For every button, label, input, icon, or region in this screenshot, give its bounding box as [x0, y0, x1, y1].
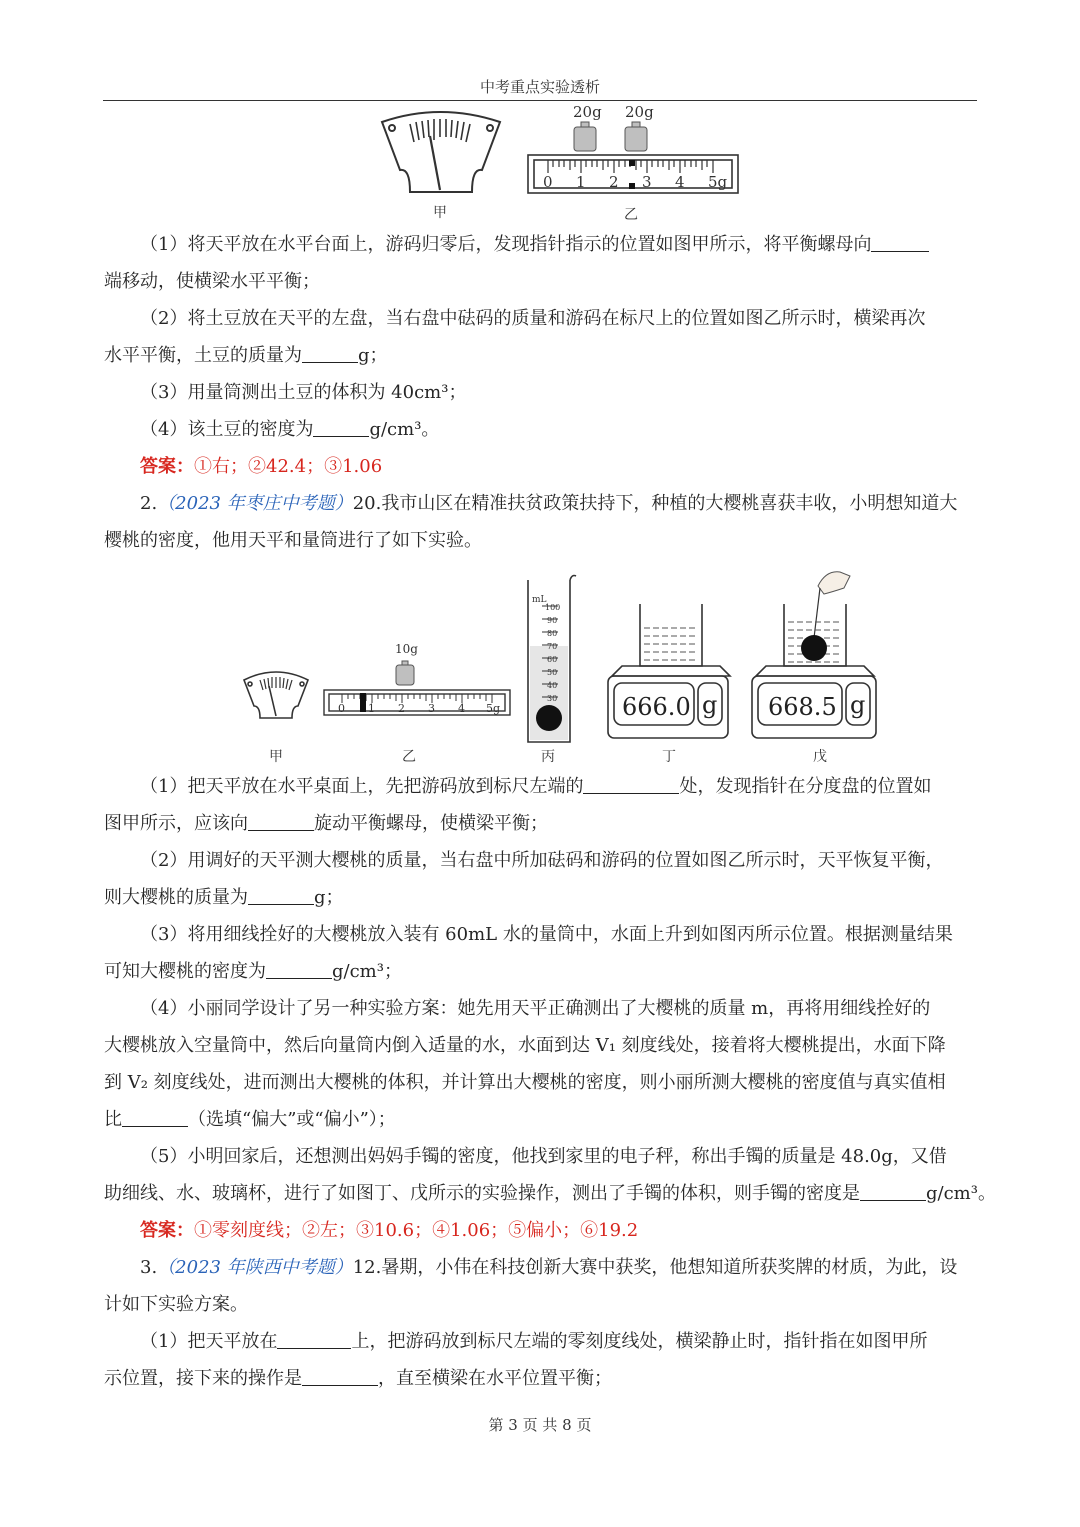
- fig2-caption-a: 甲: [269, 749, 283, 765]
- q2-part1-line2: 图甲所示，应该向 旋动平衡螺母，使横梁平衡；: [104, 813, 548, 834]
- cyl-tick-60: 60: [547, 655, 558, 664]
- scale-e-reading: 668.5: [768, 693, 837, 721]
- beaker-d-water: [644, 628, 698, 660]
- q2-part5-line1: （5）小明回家后，还想测出妈妈手镯的密度，他找到家里的电子秤，称出手镯的质量是 48.0g，又借: [140, 1146, 947, 1167]
- q2-blank-3: [248, 886, 314, 905]
- scale-tick-2: 2: [609, 173, 619, 191]
- cherry-in-cylinder: [536, 705, 562, 731]
- scale-tick-3: 3: [642, 173, 652, 191]
- scale-tick-0: 0: [543, 173, 553, 191]
- q1-part4: （4）该土豆的密度为 g/cm³。: [140, 419, 440, 440]
- scale-tick-5: 5g: [708, 173, 728, 191]
- q2-blank-1: [583, 775, 679, 794]
- fig2-caption-e: 戊: [813, 749, 827, 765]
- cyl-tick-50: 50: [547, 668, 558, 677]
- q3-intro-line1: 3.（2023 年陕西中考题）12.暑期，小伟在科技创新大赛中获奖，他想知道所获奖牌的材质，为此，设: [140, 1257, 958, 1278]
- fig1-caption-a: 甲: [433, 205, 447, 221]
- scale-b-tick-0: 0: [338, 702, 345, 715]
- weight-10g-label: 10g: [395, 642, 418, 656]
- scale-d-reading: 666.0: [622, 693, 691, 721]
- rider: [629, 160, 635, 166]
- dial-plate-a: [382, 112, 500, 192]
- dial-pointer-b: [269, 686, 276, 716]
- q2-blank-5: [122, 1108, 188, 1127]
- q1-part3: （3）用量筒测出土豆的体积为 40cm³；: [140, 382, 467, 403]
- q3-source-tag: （2023 年陕西中考题）: [157, 1257, 353, 1278]
- q2-part1-line1: （1）把天平放在水平桌面上，先把游码放到标尺左端的 处，发现指针在分度盘的位置如: [140, 776, 932, 797]
- weight-10g: [396, 661, 414, 685]
- cyl-tick-80: 80: [547, 629, 558, 638]
- cyl-tick-30: 30: [547, 694, 558, 703]
- cyl-tick-90: 90: [547, 616, 558, 625]
- rider-scale-b: [324, 690, 510, 715]
- q3-part1-line2: 示位置，接下来的操作是 ，直至横梁在水平位置平衡；: [104, 1368, 612, 1389]
- q2-part2-line1: （2）用调好的天平测大樱桃的质量，当右盘中所加砝码和游码的位置如图乙所示时，天平恢复平衡，: [140, 850, 944, 871]
- q1-part1-line1: （1）将天平放在水平台面上，游码归零后，发现指针指示的位置如图甲所示，将平衡螺母向: [140, 232, 978, 258]
- q1-blank-1: [871, 233, 929, 252]
- q2-blank-4: [266, 960, 332, 979]
- q2-blank-2: [248, 812, 314, 831]
- weight-2-label: 20g: [625, 103, 654, 121]
- cyl-tick-100: 100: [545, 603, 561, 612]
- beaker-d: [640, 604, 702, 666]
- q2-intro-line2: 樱桃的密度，他用天平和量筒进行了如下实验。: [104, 530, 482, 551]
- q1-answer: 答案：①右；②42.4；③1.06: [140, 456, 383, 477]
- q2-blank-6: [860, 1182, 926, 1201]
- q2-part4-line3: 到 V₂ 刻度线处，进而测出大樱桃的体积，并计算出大樱桃的密度，则小丽所测大樱桃的密度值与真实值相: [104, 1072, 946, 1093]
- q2-part4-line4: 比 （选填“偏大”或“偏小”）；: [104, 1109, 396, 1130]
- cylinder-unit: mL: [532, 595, 547, 605]
- scale-d-unit: g: [702, 691, 718, 719]
- hand-icon: [818, 572, 850, 594]
- page-footer: 第 3 页 共 8 页: [488, 1416, 592, 1434]
- q2-answer: 答案：①零刻度线；②左；③10.6；④1.06；⑤偏小；⑥19.2: [140, 1220, 639, 1241]
- scale-b-tick-2: 2: [398, 702, 405, 715]
- weight-2: [625, 122, 647, 151]
- dial-pointer-a: [430, 136, 440, 190]
- scale-b-tick-5: 5g: [486, 702, 501, 715]
- q2-source-tag: （2023 年枣庄中考题）: [157, 493, 353, 514]
- q1-blank-3: [313, 418, 369, 437]
- q1-blank-2: [302, 344, 358, 363]
- scale-b-tick-3: 3: [428, 702, 435, 715]
- weight-1: [574, 122, 596, 151]
- fig2-caption-c: 丙: [541, 749, 555, 765]
- q2-intro-line1: 2.（2023 年枣庄中考题）20.我市山区在精准扶贫政策扶持下，种植的大樱桃喜获丰收，小明想知道大: [140, 493, 958, 514]
- cyl-tick-70: 70: [547, 642, 558, 651]
- dial-marks-a: [410, 119, 470, 142]
- q3-blank-2: [302, 1367, 378, 1386]
- q1-part2-line1: （2）将土豆放在天平的左盘，当右盘中砝码的质量和游码在标尺上的位置如图乙所示时，横梁再次: [140, 308, 926, 329]
- scale-b-tick-4: 4: [458, 702, 465, 715]
- scale-tick-4: 4: [675, 173, 685, 191]
- q2-part4-line1: （4）小丽同学设计了另一种实验方案：她先用天平正确测出了大樱桃的质量 m，再将用细线拴好的: [140, 998, 931, 1019]
- q3-blank-1: [277, 1330, 351, 1349]
- q3-intro-line2: 计如下实验方案。: [104, 1294, 248, 1315]
- scale-tick-1: 1: [576, 173, 586, 191]
- bracelet-in-water: [801, 635, 827, 661]
- fig2-caption-b: 乙: [402, 749, 416, 765]
- q2-part2-line2: 则大樱桃的质量为 g；: [104, 887, 344, 908]
- q2-part4-line2: 大樱桃放入空量筒中，然后向量筒内倒入适量的水，水面到达 V₁ 刻度线处，接着将大樱桃提出，水面下降: [104, 1035, 946, 1056]
- q1-part1-line2: 端移动，使横梁水平平衡；: [104, 271, 320, 292]
- scale-e-unit: g: [850, 691, 866, 719]
- scale-b-tick-1: 1: [368, 702, 375, 715]
- q3-part1-line1: （1）把天平放在 上，把游码放到标尺左端的零刻度线处，横梁静止时，指针指在如图甲所: [140, 1331, 928, 1352]
- q2-part3-line2: 可知大樱桃的密度为 g/cm³；: [104, 961, 402, 982]
- rider-bottom: [629, 183, 635, 189]
- weight-1-label: 20g: [573, 103, 602, 121]
- cyl-tick-40: 40: [547, 681, 558, 690]
- dial-marks-b: [260, 677, 292, 690]
- figure-2-experiment: [236, 566, 886, 746]
- fig1-caption-b: 乙: [624, 207, 638, 223]
- q1-part2-line2: 水平平衡，土豆的质量为 g；: [104, 345, 388, 366]
- q2-part5-line2: 助细线、水、玻璃杯，进行了如图丁、戊所示的实验操作，测出了手镯的体积，则手镯的密度是 g/cm³。: [104, 1183, 996, 1204]
- fig2-caption-d: 丁: [662, 749, 676, 765]
- page-header: 中考重点实验透析: [103, 76, 977, 101]
- q2-part3-line1: （3）将用细线拴好的大樱桃放入装有 60mL 水的量筒中，水面上升到如图丙所示位置。根据测量结果: [140, 924, 953, 945]
- rider-b: [360, 693, 366, 712]
